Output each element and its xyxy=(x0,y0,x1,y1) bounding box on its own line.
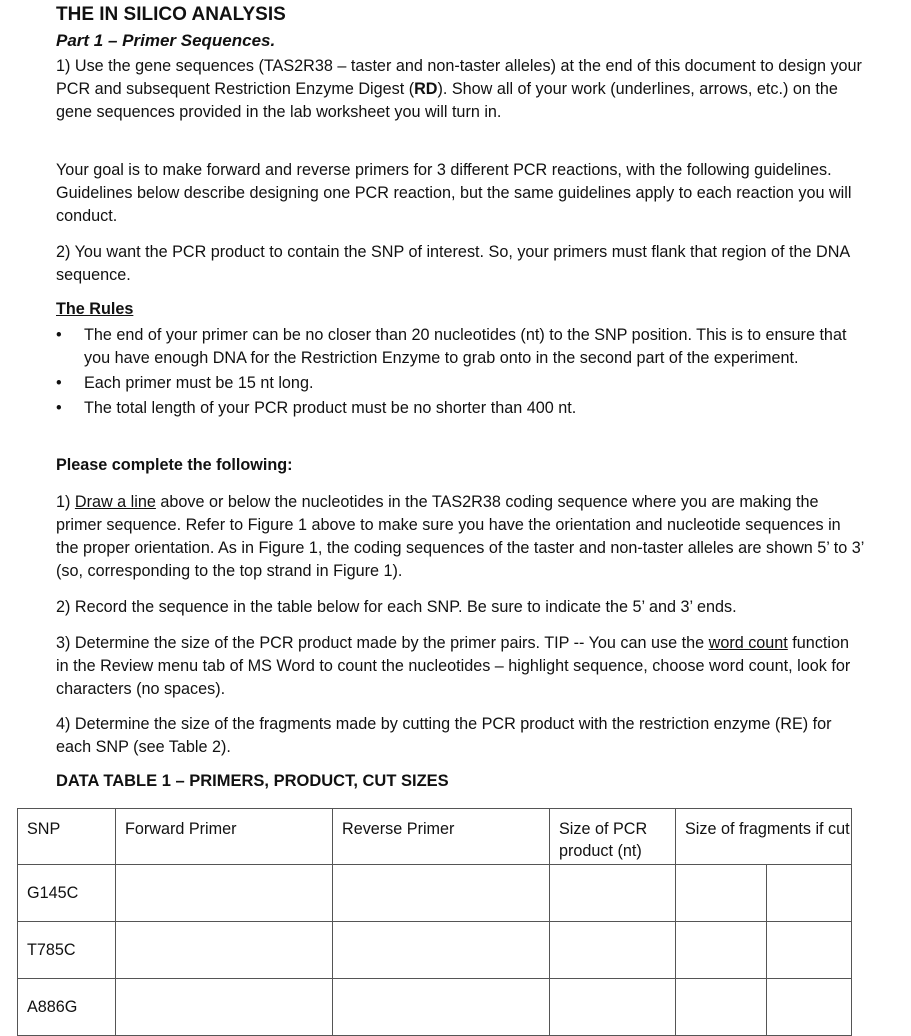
rule-text: The total length of your PCR product must be no shorter than 400 nt. xyxy=(84,399,577,417)
reverse-primer-cell[interactable] xyxy=(333,922,550,979)
table-title: DATA TABLE 1 – PRIMERS, PRODUCT, CUT SIZES xyxy=(56,772,449,790)
table-row xyxy=(18,922,852,979)
step-text: 3) Determine the size of the PCR product made by the primer pairs. TIP -- You can use the xyxy=(56,634,709,652)
step-4: 4) Determine the size of the fragments made by cutting the PCR product with the restriction enzyme (RE) for each SNP (see Table 2). xyxy=(56,715,832,756)
rule-item xyxy=(56,324,866,370)
step-text: above or below the nucleotides in the TAS2R38 coding sequence where you are making the primer sequence. Refer to Figure 1 above to make sure you have the orientation and nucleotide sequences in the proper orientation. As in Figure 1, the coding sequences of the taster and non-taster alleles are shown 5’ to 3’ (so, corresponding to the top strand in Figure 1). xyxy=(56,493,864,580)
instruction-text: 1) Use the gene sequences (TAS2R38 – taster and non-taster alleles) at the end of this document to design your PCR and subsequent Restriction Enzyme Digest ( xyxy=(56,57,862,98)
pcr-size-cell[interactable] xyxy=(550,865,676,922)
pcr-size-cell[interactable] xyxy=(550,922,676,979)
rules-heading: The Rules xyxy=(56,300,134,318)
forward-primer-cell[interactable] xyxy=(116,865,333,922)
header-pcr-size: Size of PCR product (nt) xyxy=(550,809,676,865)
header-forward-primer: Forward Primer xyxy=(116,809,333,865)
instruction-paragraph-2: 2) You want the PCR product to contain the SNP of interest. So, your primers must flank that region of the DNA sequence. xyxy=(56,243,850,284)
reverse-primer-cell[interactable] xyxy=(333,979,550,1036)
reverse-primer-cell[interactable] xyxy=(333,865,550,922)
header-reverse-primer: Reverse Primer xyxy=(333,809,550,865)
step-2: 2) Record the sequence in the table below for each SNP. Be sure to indicate the 5’ and 3’ ends. xyxy=(56,598,737,616)
rule-text: Each primer must be 15 nt long. xyxy=(84,374,314,392)
fragment-cell[interactable] xyxy=(676,979,767,1036)
step-text: function in the Review menu tab of MS Word to count the nucleotides – highlight sequence, choose word count, look for characters (no spaces). xyxy=(56,634,851,698)
snp-cell: A886G xyxy=(18,979,116,1036)
step-3 xyxy=(56,632,866,701)
snp-cell: T785C xyxy=(18,922,116,979)
fragment-cell[interactable] xyxy=(767,865,852,922)
goal-paragraph: Your goal is to make forward and reverse primers for 3 different PCR reactions, with the following guidelines. Guidelines below describe designing one PCR reaction, but the same guidelines apply to each reaction you will conduct. xyxy=(56,161,852,225)
instruction-paragraph-1 xyxy=(56,55,866,124)
bullet-icon: • xyxy=(56,326,62,344)
word-count-emphasis: word count xyxy=(708,634,788,652)
forward-primer-cell[interactable] xyxy=(116,979,333,1036)
data-table xyxy=(17,808,852,1036)
rd-abbreviation: RD xyxy=(414,80,438,98)
rule-item xyxy=(56,397,866,420)
step-text: 1) xyxy=(56,493,75,511)
complete-heading: Please complete the following: xyxy=(56,456,293,474)
rule-item xyxy=(56,372,866,395)
page-title: THE IN SILICO ANALYSIS xyxy=(56,4,286,25)
forward-primer-cell[interactable] xyxy=(116,922,333,979)
table-row xyxy=(18,979,852,1036)
table-header-row xyxy=(18,809,852,865)
header-snp: SNP xyxy=(18,809,116,865)
fragment-cell[interactable] xyxy=(676,922,767,979)
step-1 xyxy=(56,491,866,583)
fragment-cell[interactable] xyxy=(767,922,852,979)
part-heading: Part 1 – Primer Sequences. xyxy=(56,31,276,50)
rule-text: The end of your primer can be no closer than 20 nucleotides (nt) to the SNP position. This is to ensure that you have enough DNA for the Restriction Enzyme to grab onto in the second part of the experiment. xyxy=(84,326,847,367)
draw-a-line-emphasis: Draw a line xyxy=(74,493,156,511)
rules-list xyxy=(56,324,866,422)
pcr-size-cell[interactable] xyxy=(550,979,676,1036)
table-row xyxy=(18,865,852,922)
bullet-icon: • xyxy=(56,399,62,417)
snp-cell: G145C xyxy=(18,865,116,922)
fragment-cell[interactable] xyxy=(676,865,767,922)
instruction-text: ). Show all of your work (underlines, arrows, etc.) on the gene sequences provided in the lab worksheet you will turn in. xyxy=(56,80,838,121)
bullet-icon: • xyxy=(56,374,62,392)
fragment-cell[interactable] xyxy=(767,979,852,1036)
header-fragment-size: Size of fragments if cut xyxy=(676,809,852,865)
